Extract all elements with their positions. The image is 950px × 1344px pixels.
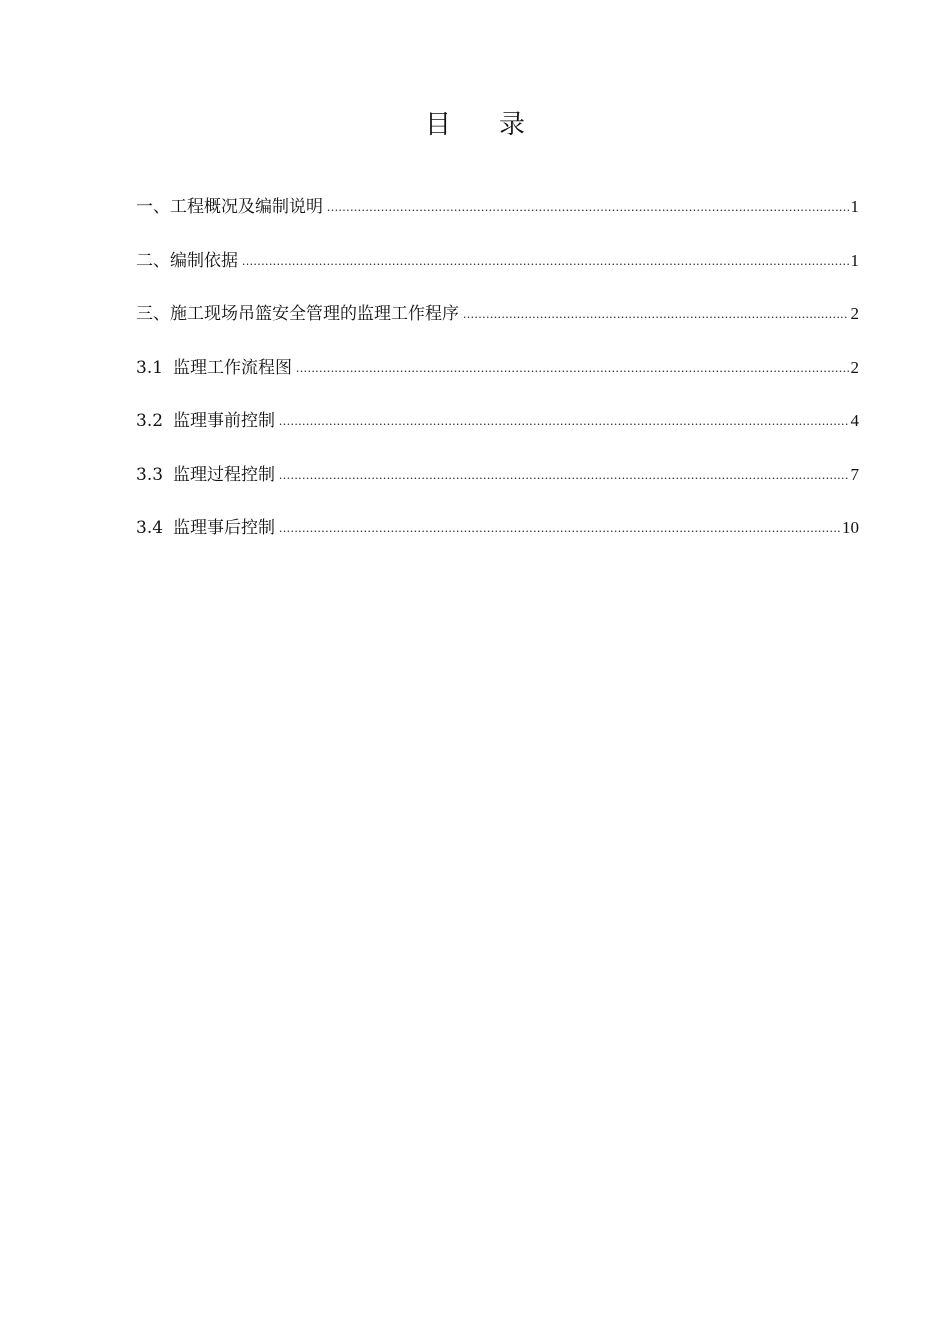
- toc-entry-label: [136, 464, 279, 486]
- toc-entry-text: 监理事后控制: [173, 518, 276, 538]
- toc-entry-2[interactable]: [136, 218, 859, 272]
- toc-page-number: 1: [850, 197, 859, 216]
- title-char-2: 录: [499, 110, 526, 140]
- toc-page-number: 2: [850, 304, 859, 323]
- toc-entry-3-2[interactable]: [136, 379, 859, 433]
- toc-entry-label: [136, 357, 296, 379]
- toc-leader-dots: [463, 303, 849, 325]
- toc-entry-label: [136, 196, 327, 218]
- toc-entry-text: 监理过程控制: [173, 464, 276, 485]
- toc-section-number: 3.2: [136, 411, 164, 431]
- toc-page-number: 2: [850, 357, 859, 377]
- page-title: [0, 104, 950, 141]
- toc-entry-label: [136, 410, 279, 432]
- toc-entry-3-1[interactable]: [136, 325, 859, 379]
- toc-entry-text: 一、工程概况及编制说明: [136, 197, 323, 217]
- toc-section-number: 3.1: [136, 357, 164, 378]
- toc-leader-dots: [327, 196, 849, 218]
- toc-entry-text: 三、施工现场吊篮安全管理的监理工作程序: [136, 304, 459, 324]
- title-char-1: 目: [424, 110, 451, 140]
- toc-section-number: 3.3: [136, 464, 164, 485]
- toc-page-number: 7: [850, 464, 859, 484]
- toc-entry-3-3[interactable]: [136, 432, 859, 486]
- toc-page-number: 1: [850, 250, 859, 270]
- toc-section-number: 3.4: [136, 518, 164, 538]
- toc-entry-label: [136, 517, 279, 539]
- toc-entry-label: [136, 250, 242, 272]
- toc-leader-dots: [242, 250, 849, 272]
- toc-leader-dots: [296, 357, 848, 379]
- table-of-contents: [136, 194, 859, 539]
- toc-page-number: 4: [850, 411, 859, 430]
- toc-entry-text: 监理工作流程图: [173, 357, 293, 378]
- toc-leader-dots: [279, 464, 848, 486]
- toc-entry-text: 二、编制依据: [136, 250, 238, 271]
- toc-page-number: 10: [842, 518, 859, 537]
- toc-entry-3[interactable]: [136, 272, 859, 326]
- toc-entry-label: [136, 303, 463, 325]
- toc-leader-dots: [279, 410, 848, 432]
- toc-leader-dots: [279, 517, 840, 539]
- toc-entry-1[interactable]: [136, 194, 859, 218]
- toc-entry-text: 监理事前控制: [173, 411, 276, 431]
- toc-entry-3-4[interactable]: [136, 486, 859, 540]
